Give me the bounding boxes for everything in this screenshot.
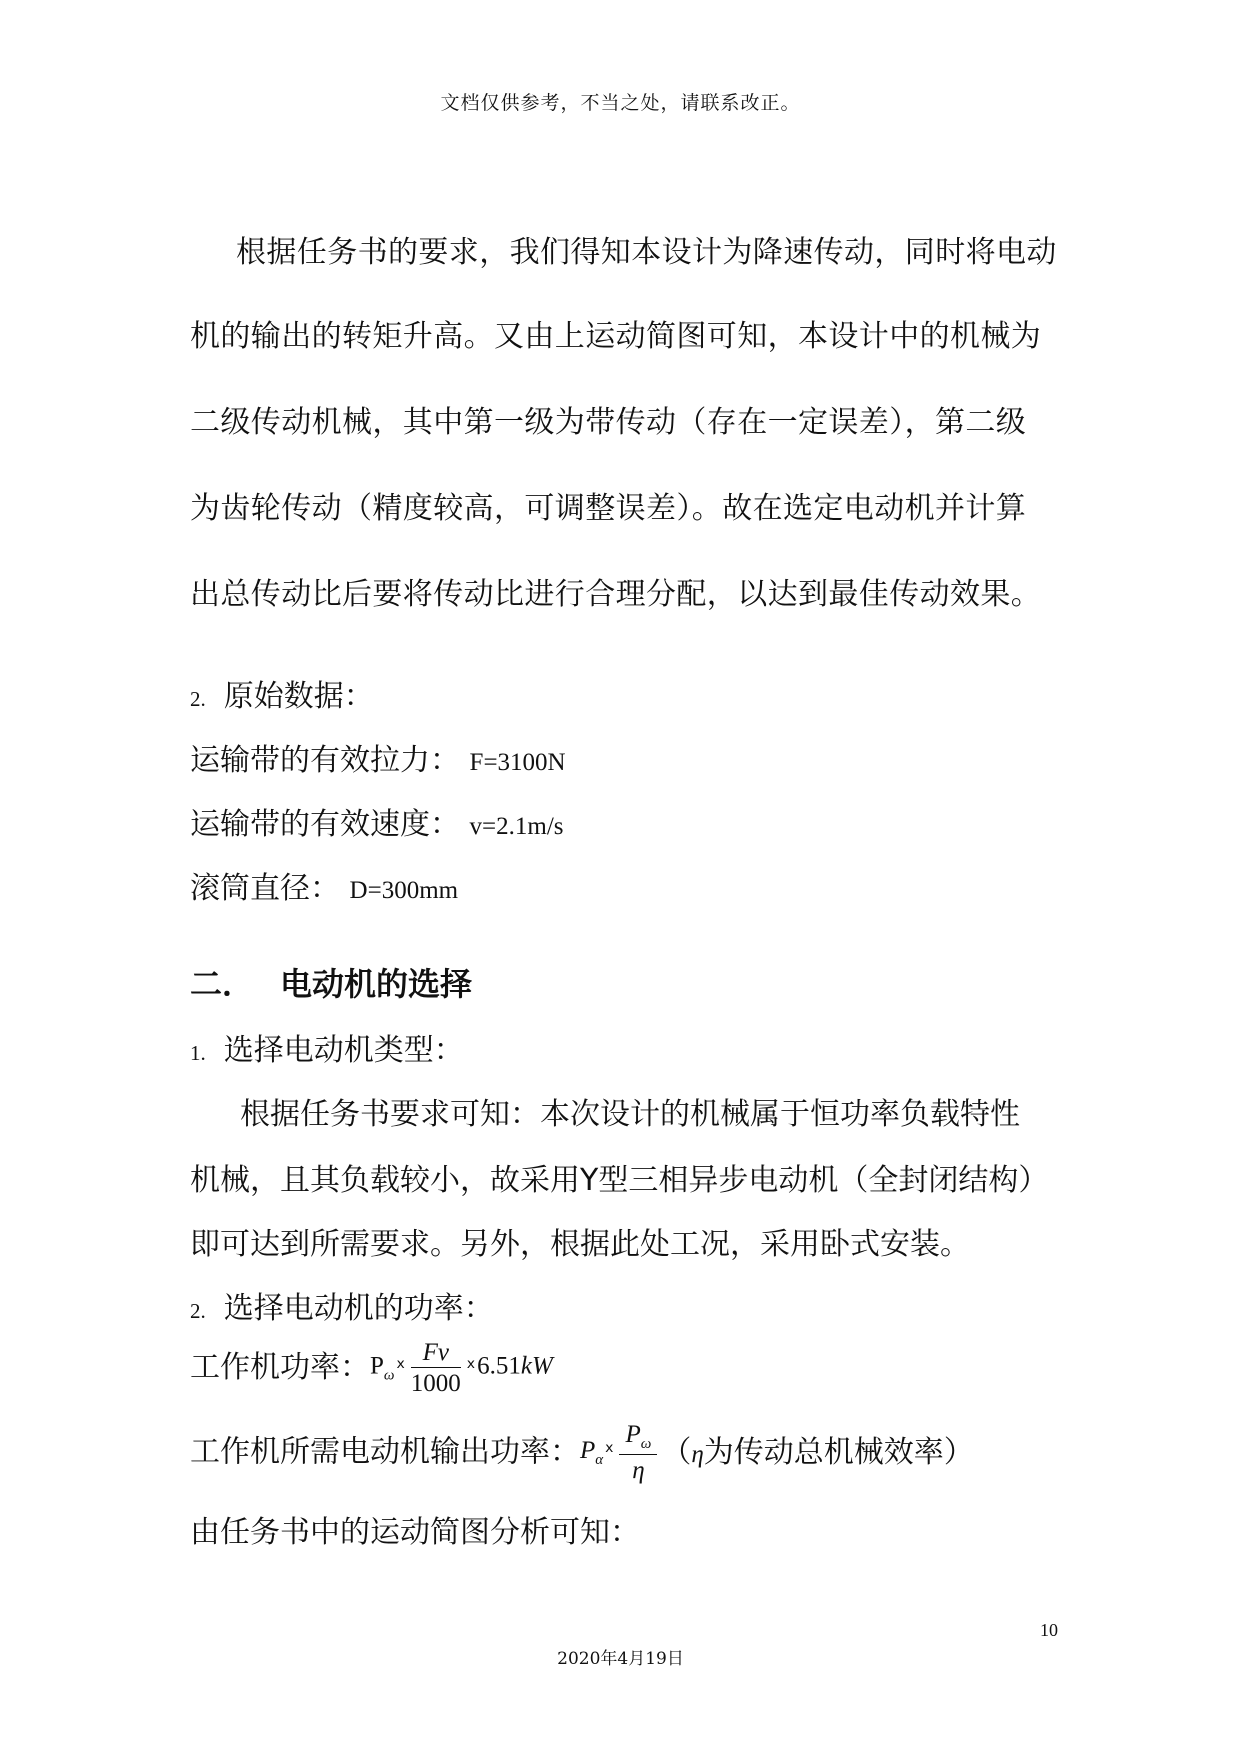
raw-data-item-speed	[190, 807, 564, 842]
work-power-fraction	[411, 1340, 461, 1396]
work-power-denominator: 1000	[410, 1370, 461, 1397]
work-power-label: 工作机功率：	[190, 1350, 370, 1385]
intro-line-3: 二级传动机械，其中第一级为带传动（存在一定误差），第二级	[190, 405, 1027, 440]
motor-output-label: 工作机所需电动机输出功率：	[190, 1434, 580, 1470]
formula-glyph: ⅹ	[466, 1356, 476, 1372]
efficiency-note	[661, 1435, 973, 1470]
raw-data-heading	[190, 679, 374, 714]
work-power-result: 6.51	[477, 1352, 521, 1380]
motor-output-formula	[580, 1422, 661, 1483]
motor-output-denominator: η	[632, 1457, 645, 1484]
footer-date: 2020年4月19日	[557, 1649, 684, 1669]
raw-data-item-force	[190, 743, 566, 778]
page-number: 10	[1040, 1620, 1058, 1640]
note-text: 为传动总机械效率）	[703, 1434, 974, 1470]
motor-output-fraction	[619, 1422, 657, 1483]
note-open: （	[661, 1434, 692, 1470]
motor-output-subscript: α	[595, 1452, 604, 1469]
motor-output-symbol: P	[580, 1437, 596, 1465]
motor-power-heading	[190, 1291, 494, 1326]
work-power-unit: kW	[520, 1352, 553, 1380]
motor-type-title: 选择电动机类型：	[223, 1033, 464, 1068]
formula-glyph: ⅹ	[396, 1356, 405, 1372]
formula-glyph: ⅹ	[605, 1441, 614, 1457]
motor-type-line-1: 根据任务书要求可知：本次设计的机械属于恒功率负载特性	[240, 1097, 1020, 1132]
work-power-formula	[370, 1340, 553, 1396]
motor-power-title: 选择电动机的功率：	[223, 1291, 494, 1326]
header-note: 文档仅供参考，不当之处，请联系改正。	[440, 92, 801, 114]
work-power-formula-line	[190, 1340, 553, 1396]
work-power-subscript: ω	[383, 1367, 395, 1384]
analysis-line: 由任务书中的运动简图分析可知：	[190, 1515, 640, 1550]
note-eta: η	[691, 1440, 704, 1468]
work-power-numerator: Fv	[411, 1340, 461, 1368]
motor-power-number: 2.	[190, 1299, 206, 1323]
motor-type-line-2: 机械，且其负载较小，故采用Y型三相异步电动机（全封闭结构）	[190, 1163, 1049, 1198]
intro-line-1: 根据任务书的要求，我们得知本设计为降速传动，同时将电动	[236, 235, 1057, 270]
intro-line-4: 为齿轮传动（精度较高，可调整误差）。故在选定电动机并计算	[190, 491, 1027, 526]
diameter-value: D=300mm	[349, 877, 459, 904]
motor-type-number: 1.	[190, 1041, 206, 1065]
speed-value: v=2.1m/s	[469, 813, 564, 840]
intro-line-5: 出总传动比后要将传动比进行合理分配，以达到最佳传动效果。	[190, 577, 1042, 612]
numerator-symbol: P	[625, 1421, 641, 1448]
raw-data-item-diameter	[190, 871, 459, 906]
motor-type-line-3: 即可达到所需要求。另外，根据此处工况，采用卧式安装。	[190, 1227, 970, 1262]
diameter-label: 滚筒直径：	[190, 871, 340, 906]
motor-output-formula-line	[190, 1422, 974, 1483]
intro-line-2: 机的输出的转矩升高。又由上运动简图可知，本设计中的机械为	[190, 319, 1042, 354]
section-heading	[190, 965, 473, 1003]
section-number: 二．	[190, 965, 255, 1003]
section-title: 电动机的选择	[280, 965, 473, 1003]
work-power-symbol: P	[370, 1352, 384, 1380]
speed-label: 运输带的有效速度：	[190, 807, 460, 842]
raw-data-title: 原始数据：	[223, 679, 374, 714]
force-label: 运输带的有效拉力：	[190, 743, 460, 778]
raw-data-number: 2.	[190, 687, 206, 711]
motor-output-numerator	[619, 1422, 657, 1455]
force-value: F=3100N	[469, 749, 566, 776]
motor-type-heading	[190, 1033, 464, 1068]
numerator-subscript: ω	[640, 1436, 652, 1452]
